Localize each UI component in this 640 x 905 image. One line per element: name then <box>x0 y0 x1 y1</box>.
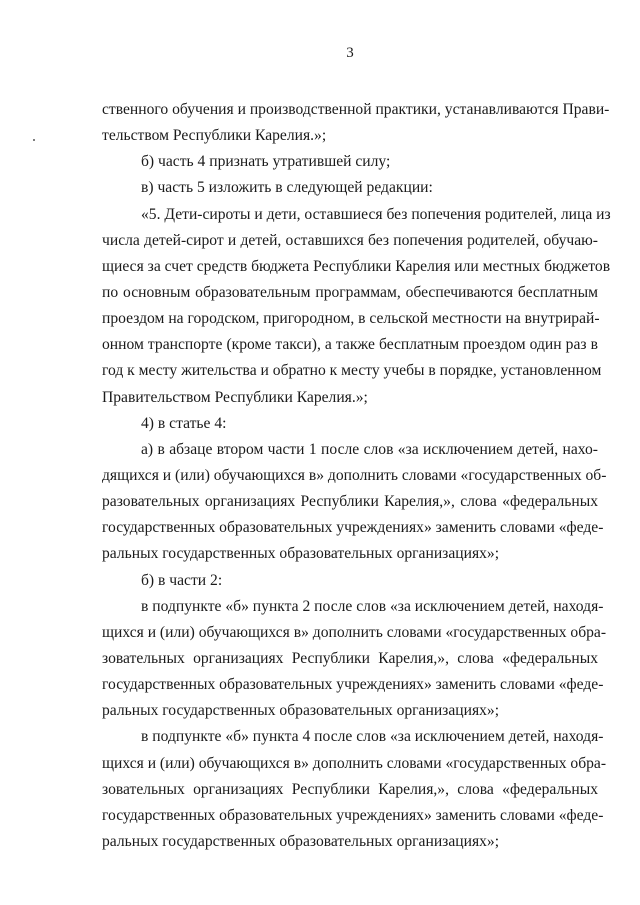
text-line: тельством Республики Карелия.»; <box>102 127 327 145</box>
text-line: проездом на городском, пригородном, в сельской местности на внутрирай- <box>102 310 600 328</box>
text-line: в подпункте «б» пункта 2 после слов «за исключением детей, находя- <box>141 597 604 615</box>
text-line: ральных государственных образовательных организациях»; <box>102 702 500 720</box>
text-line: ральных государственных образовательных организациях»; <box>102 832 500 850</box>
text-line: б) в части 2: <box>141 571 223 589</box>
text-line: ральных государственных образовательных организациях»; <box>102 545 500 563</box>
text-line: Правительством Республики Карелия.»; <box>102 388 368 406</box>
text-line: разовательных организациях Республики Карелия,», слова «федеральных <box>102 493 598 511</box>
text-line: щиеся за счет средств бюджета Республики Карелия или местных бюджетов <box>102 257 611 275</box>
text-line: в) часть 5 изложить в следующей редакции: <box>141 179 433 197</box>
text-line: онном транспорте (кроме такси), а также бесплатным проездом один раз в <box>102 336 598 354</box>
text-line: ственного обучения и производственной практики, устанавливаются Прави- <box>102 101 610 118</box>
text-line: щихся и (или) обучающихся в» дополнить словами «государственных обра- <box>102 623 607 641</box>
text-line: в подпункте «б» пункта 4 после слов «за исключением детей, находя- <box>141 728 604 746</box>
text-line: по основным образовательным программам, обеспечиваются бесплатным <box>102 283 598 301</box>
text-line: государственных образовательных учреждениях» заменить словами «феде- <box>102 676 604 694</box>
text-line: год к месту жительства и обратно к месту учебы в порядке, установленном <box>102 362 602 380</box>
text-line: зовательных организациях Республики Карелия,», слова «федеральных <box>102 780 598 798</box>
text-line: б) часть 4 признать утратившей силу; <box>141 153 391 171</box>
text-line: «5. Дети-сироты и дети, оставшиеся без попечения родителей, лица из <box>141 205 611 223</box>
text-line: числа детей-сирот и детей, оставшихся без попечения родителей, обучаю- <box>102 231 598 249</box>
scan-speck <box>33 139 35 141</box>
document-body <box>102 97 611 855</box>
text-line: государственных образовательных учреждениях» заменить словами «феде- <box>102 806 604 824</box>
page-number: 3 <box>346 45 354 61</box>
text-line: зовательных организациях Республики Карелия,», слова «федеральных <box>102 649 598 667</box>
text-line: государственных образовательных учреждениях» заменить словами «феде- <box>102 519 604 537</box>
text-line: дящихся и (или) обучающихся в» дополнить словами «государственных об- <box>102 466 607 484</box>
text-line: щихся и (или) обучающихся в» дополнить словами «государственных обра- <box>102 754 607 772</box>
text-line: 4) в статье 4: <box>141 414 227 432</box>
text-line: а) в абзаце втором части 1 после слов «за исключением детей, нахо- <box>141 440 598 458</box>
